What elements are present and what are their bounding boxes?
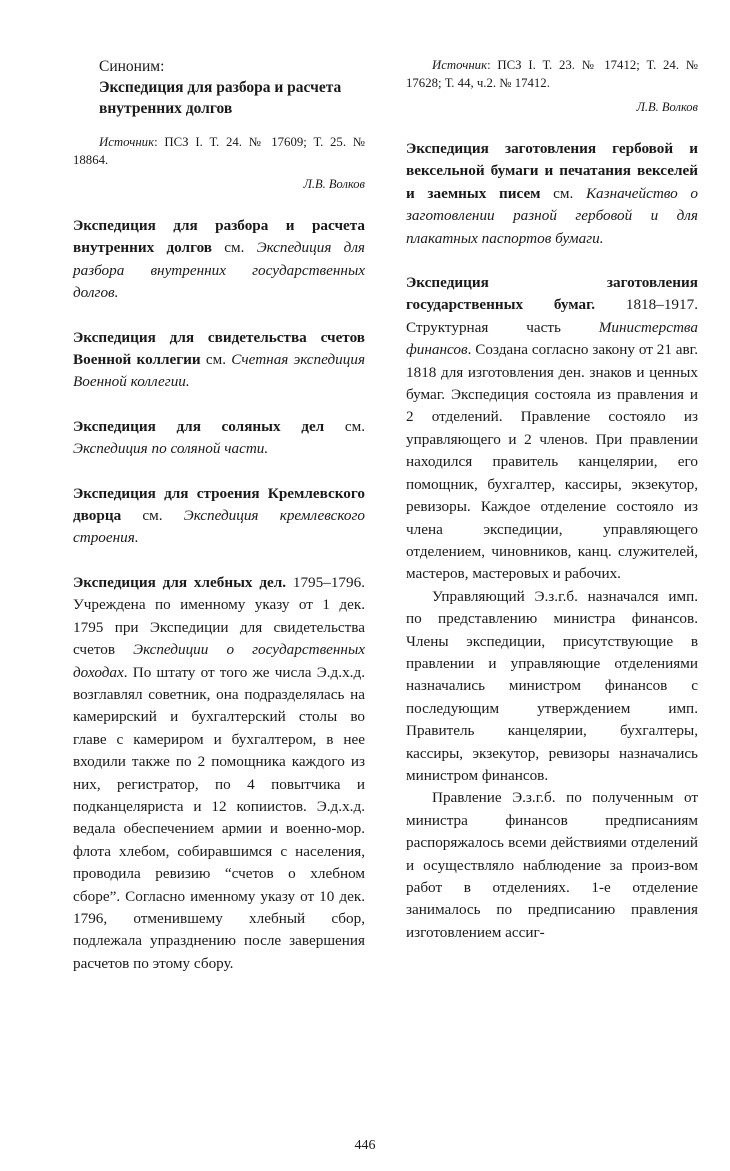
entry-gerbovaya-bumaga xyxy=(406,138,698,250)
page-number: 446 xyxy=(354,1138,376,1153)
entry-heading: Экспедиция заготовления гербовой и вексельной бумаги и печатания векселей и заемных писем xyxy=(406,140,698,202)
cross-reference: Экспедиция кремлевского строения. xyxy=(73,507,365,547)
source-text: : ПСЗ I. Т. 24. № 17609; Т. 25. № 18864. xyxy=(73,135,365,167)
entry-paragraph: Правление Э.з.г.б. по полученным от министра финансов предписаниям распоряжалось всеми действиями отделений и осуществляло наблюдение за произ-вом работ в отделениях. 1-е отделение занималось по предписанию правления изготовлением ассиг- xyxy=(406,789,698,941)
entry-heading: Экспедиция для хлебных дел. xyxy=(73,573,287,591)
synonym-heading: Экспедиция для разбора и расчета внутренних долгов xyxy=(99,79,342,117)
entry-kremlevsky-dvorets xyxy=(73,483,365,550)
entry-heading: Экспедиция заготовления государственных бумаг. xyxy=(406,274,698,314)
entry-hlebnye-dela xyxy=(73,572,365,975)
see-text: см. xyxy=(324,417,366,435)
entry-svidetelstvo-schetov xyxy=(73,327,365,394)
entry-text: . Создана согласно закону от 21 авг. 1818 для изготовления ден. знаков и ценных бумаг. Экспедиция состояла из правления и 2 отделений. Правление состояло из управляющего и 2 членов. При правлении находился правитель канцелярии, его помощник, бухгалтер, кассиры, экзекутор, ревизоры. Каждое отделение состояло из члена экспедиции, управляющего отделением, чиновников, канц. служителей, мастеров, мастеровых и рабочих. xyxy=(406,341,698,583)
author-signature: Л.В. Волков xyxy=(636,100,698,114)
cross-reference: Министерства финансов xyxy=(406,318,698,359)
see-text: см. xyxy=(121,507,184,525)
source-text: : ПСЗ I. Т. 23. № 17412; Т. 24. № 17628; Т. 44, ч.2. № 17412. xyxy=(406,58,698,90)
cross-reference: Казначейство о заготовлении разной гербовой и для плакатных паспортов бумаги. xyxy=(406,184,699,247)
cross-reference: Экспедиция по соляной части. xyxy=(73,440,269,458)
source-citation xyxy=(73,133,365,169)
entry-heading: Экспедиция для разбора и расчета внутренних долгов xyxy=(73,217,365,257)
synonym-label: Синоним: xyxy=(99,58,165,75)
entry-heading: Экспедиция для соляных дел xyxy=(73,417,325,435)
right-column xyxy=(406,56,698,944)
see-text: см. xyxy=(212,239,257,257)
left-column xyxy=(73,56,365,975)
entry-heading: Экспедиция для свидетельства счетов Военной коллегии xyxy=(73,328,365,369)
see-text: см. xyxy=(540,184,586,202)
entry-text: 1818–1917. Структурная часть xyxy=(406,296,698,336)
source-citation xyxy=(406,56,698,92)
cross-reference: Счетная экспедиция Военной коллегии. xyxy=(73,351,366,391)
entry-text: . По штату от того же числа Э.д.х.д. возглавлял советник, она подразделялась на камерирский и бухгалтерский столы во главе с камериром и бухгалтером, в нее входили также по 2 помощника каждого из них, регистратор, по 4 повытчика и подканцеляриста и 12 копиистов. Э.д.х.д. ведала обеспечением армии и военно-мор. флота хлебом, собиравшимся с населения, проводила ревизию “счетов о хлебном сборе”. Согласно именному указу от 10 дек. 1796, отменившему хлебный сбор, подлежала упразднению после завершения расчетов по этому сбору. xyxy=(73,663,365,972)
cross-reference: Экспедиции о государственных доходах xyxy=(73,641,365,681)
entry-solyanye-dela xyxy=(73,416,365,461)
entry-text: 1795–1796. Учреждена по именному указу от 1 дек. 1795 при Экспедиции для свидетельства счетов xyxy=(73,573,365,659)
entry-gos-bumagi xyxy=(406,272,698,586)
entry-heading: Экспедиция для строения Кремлевского дворца xyxy=(73,484,365,525)
source-label: Источник xyxy=(432,58,488,72)
source-label: Источник xyxy=(99,135,155,149)
entry-razbor-dolgov xyxy=(73,215,365,305)
author-signature: Л.В. Волков xyxy=(303,177,365,191)
cross-reference: Экспедиция для разбора внутренних государственных долгов. xyxy=(73,239,365,302)
entry-paragraph: Управляющий Э.з.г.б. назначался имп. по представлению министра финансов. Члены экспедиции, присутствующие в правлении и управляющие отделениями назначались министром финансов с последующим утверждением имп. Правитель канцелярии, бухгалтеры, кассиры, экзекутор, ревизоры назначались министром финансов. xyxy=(406,587,698,784)
see-text: см. xyxy=(200,351,232,369)
